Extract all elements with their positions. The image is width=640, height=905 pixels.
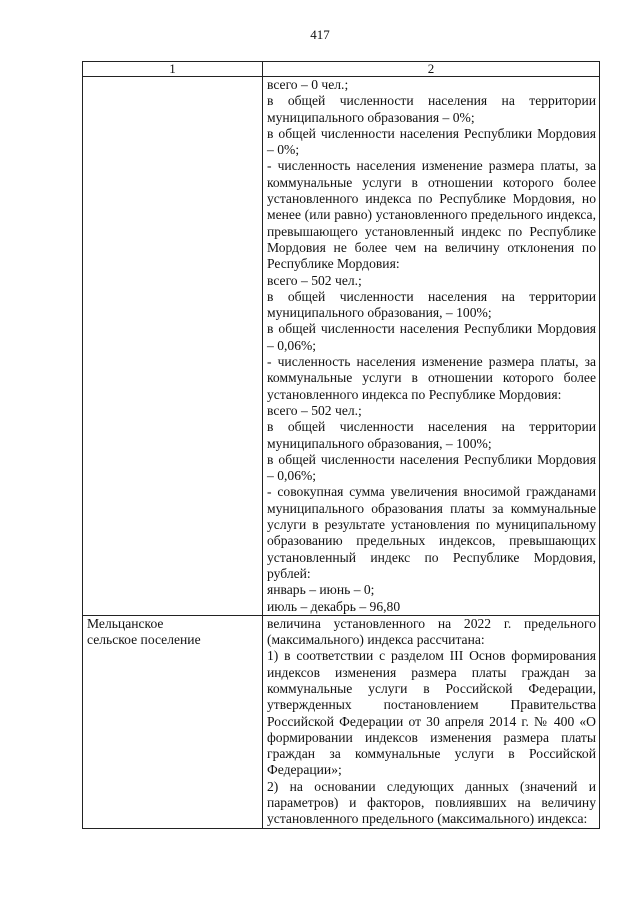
row2-col2-cell bbox=[263, 615, 600, 828]
table-header-row bbox=[83, 62, 600, 77]
table-row bbox=[83, 77, 600, 616]
paragraph: в общей численности населения на территории муниципального образования – 0%; bbox=[267, 93, 596, 125]
settlement-name-line1: Мельцанское bbox=[87, 615, 164, 631]
paragraph: - совокупная сумма увеличения вносимой гражданами муниципального образования платы за коммунальные услуги в результате установления по муниципальному образованию предельных индексов, превышающих установленный индекс по Республике Мордовия, рублей: bbox=[267, 484, 596, 581]
paragraph: всего – 502 чел.; bbox=[267, 402, 362, 418]
settlement-name-line2: сельское поселение bbox=[87, 632, 201, 648]
row2-col1-cell bbox=[83, 615, 263, 828]
paragraph: - численность населения изменение размера платы, за коммунальные услуги в отношении которого более установленного индекса по Республике Мордовия, но менее (или равно) установленного предельного индекса, превышающего установленный индекс по Республике Мордовия не более чем на величину отклонения по Республике Мордовия: bbox=[267, 158, 596, 272]
paragraph: величина установленного на 2022 г. предельного (максимального) индекса рассчитана: bbox=[267, 615, 596, 648]
column-header-1: 1 bbox=[83, 62, 263, 77]
paragraph: всего – 0 чел.; bbox=[267, 77, 349, 92]
column-header-2: 2 bbox=[263, 62, 600, 77]
row1-col2-cell bbox=[263, 77, 600, 616]
paragraph: июль – декабрь – 96,80 bbox=[267, 598, 401, 614]
table-row bbox=[83, 615, 600, 828]
paragraph: в общей численности населения Республики Мордовия – 0,06%; bbox=[267, 321, 596, 353]
row1-col1-cell bbox=[83, 77, 263, 616]
page-number: 417 bbox=[310, 27, 330, 42]
paragraph: всего – 502 чел.; bbox=[267, 272, 362, 288]
paragraph: в общей численности населения Республики Мордовия – 0%; bbox=[267, 125, 596, 158]
paragraph: январь – июнь – 0; bbox=[267, 582, 375, 598]
paragraph: 1) в соответствии с разделом III Основ формирования индексов изменения размера платы граждан за коммунальные услуги в Российской Федерации, утвержденных постановлением Правительства Российской Федерации от 30 апреля 2014 г. № 400 «О формировании индексов изменения размера платы граждан за коммунальные услуги в Российской Федерации»; bbox=[267, 648, 596, 778]
document-table bbox=[82, 61, 600, 829]
paragraph: в общей численности населения Республики Мордовия – 0,06%; bbox=[267, 451, 596, 484]
paragraph: в общей численности населения на территории муниципального образования, – 100%; bbox=[267, 419, 596, 451]
paragraph: - численность населения изменение размера платы, за коммунальные услуги в отношении которого более установленного индекса по Республике Мордовия: bbox=[267, 354, 596, 402]
paragraph: в общей численности населения на территории муниципального образования, – 100%; bbox=[267, 288, 596, 321]
paragraph: 2) на основании следующих данных (значений и параметров) и факторов, повлиявших на величину установленного предельного (максимального) индекса: bbox=[267, 778, 596, 827]
